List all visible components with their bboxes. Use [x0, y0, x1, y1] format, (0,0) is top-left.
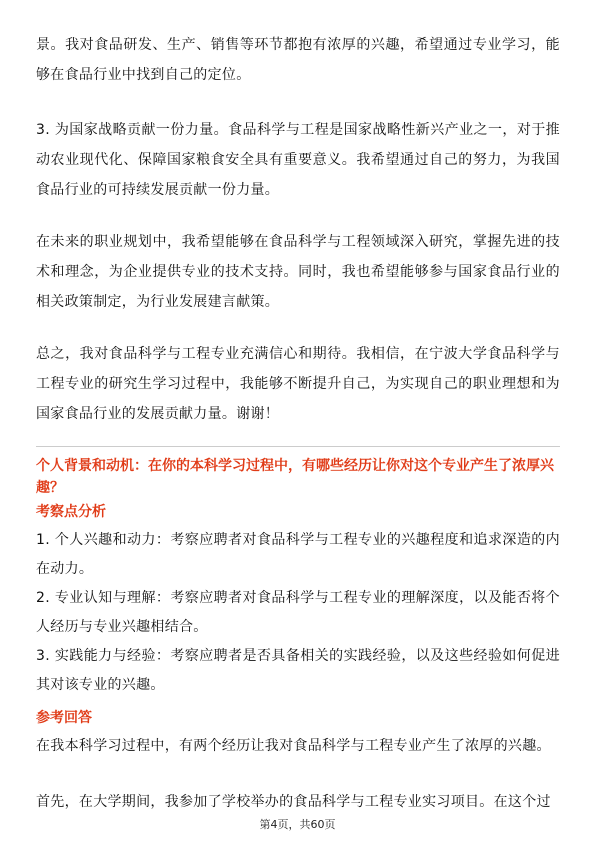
- section-divider: [36, 446, 560, 447]
- paragraph-continued-interest: 景。我对食品研发、生产、销售等环节都抱有浓厚的兴趣，希望通过专业学习，能够在食品行业中找到自己的定位。: [36, 37, 560, 83]
- analysis-item: 1. 个人兴趣和动力：考察应聘者对食品科学与工程专业的兴趣程度和追求深造的内在动力。: [36, 532, 560, 577]
- answer-heading: 参考回答: [36, 710, 92, 726]
- analysis-item: 2. 专业认知与理解：考察应聘者对食品科学与工程专业的理解深度，以及能否将个人经历与专业兴趣相结合。: [36, 590, 560, 635]
- analysis-list: [36, 526, 560, 700]
- paragraph-career-plan: 在未来的职业规划中，我希望能够在食品科学与工程领域深入研究，掌握先进的技术和理念，为企业提供专业的技术支持。同时，我也希望能够参与国家食品行业的相关政策制定，为行业发展建言献策。: [36, 234, 560, 310]
- page-number: 第4页，共60页: [259, 818, 336, 831]
- answer-paragraph: 首先，在大学期间，我参加了学校举办的食品科学与工程专业实习项目。在这个过: [36, 794, 551, 810]
- paragraph-national-strategy: 3. 为国家战略贡献一份力量。食品科学与工程是国家战略性新兴产业之一，对于推动农业现代化、保障国家粮食安全具有重要意义。我希望通过自己的努力，为我国食品行业的可持续发展贡献一份力量。: [36, 122, 560, 198]
- answer-paragraph: 在我本科学习过程中，有两个经历让我对食品科学与工程专业产生了浓厚的兴趣。: [36, 738, 551, 754]
- interview-question: 个人背景和动机：在你的本科学习过程中，有哪些经历让你对这个专业产生了浓厚兴趣？: [36, 458, 554, 496]
- paragraph-conclusion: 总之，我对食品科学与工程专业充满信心和期待。我相信，在宁波大学食品科学与工程专业的研究生学习过程中，我能够不断提升自己，为实现自己的职业理想和为国家食品行业的发展贡献力量。谢谢！: [36, 346, 560, 422]
- analysis-heading: 考察点分析: [36, 504, 106, 520]
- analysis-item: 3. 实践能力与经验：考察应聘者是否具备相关的实践经验，以及这些经验如何促进其对该专业的兴趣。: [36, 648, 560, 693]
